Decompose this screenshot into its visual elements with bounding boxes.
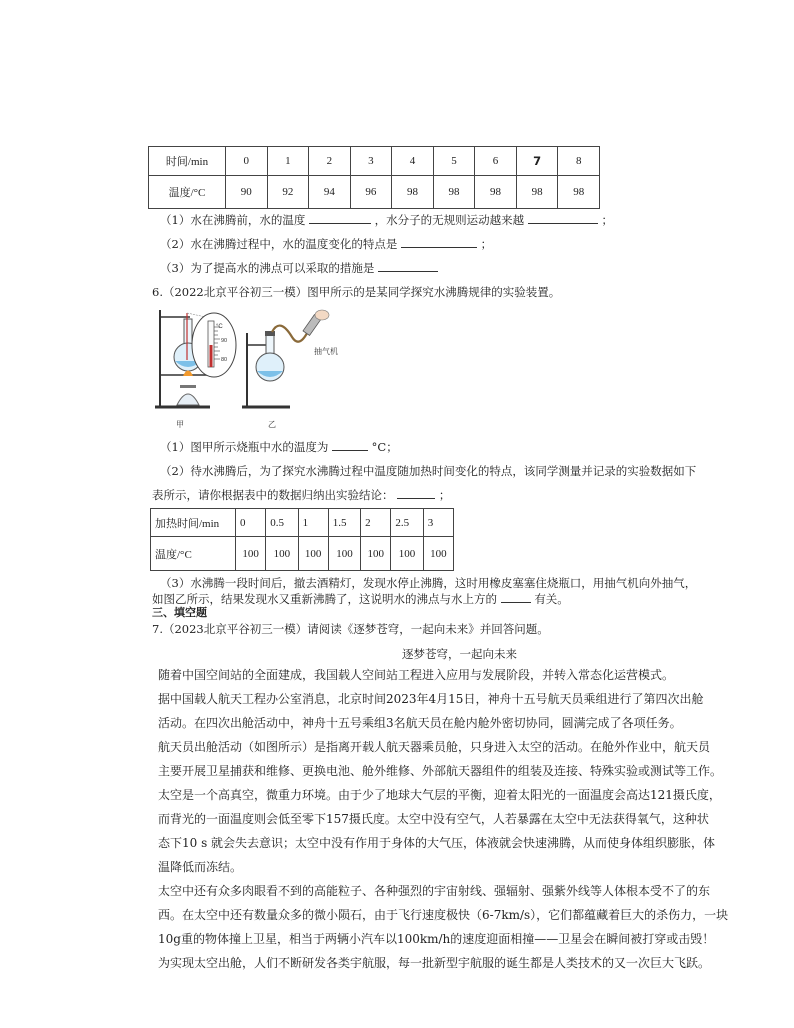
table-cell: 温度/°C <box>151 537 236 571</box>
q6-sub2-line2 <box>152 488 450 502</box>
thermo-unit-label: °C <box>216 324 223 330</box>
table-row <box>151 509 454 537</box>
table-cell: 2 <box>309 147 351 176</box>
q6-title: 6.（2022北京平谷初三一模）图甲所示的是某同学探究水沸腾规律的实验装置。 <box>152 285 561 299</box>
table-cell: 100 <box>298 537 328 571</box>
q5-sub1-text-a: （1）水在沸腾前，水的温度 <box>160 213 306 227</box>
q5-sub1-text-b: ，水分子的无规则运动越来越 <box>374 213 525 227</box>
article-line: 航天员出舱活动（如图所示）是指离开载人航天器乘员舱，只身进入太空的活动。在舱外作业中，航天员 <box>158 740 711 754</box>
article-line: 据中国载人航天工程办公室消息，北京时间2023年4月15日，神舟十五号航天员乘组进行了第四次出舱 <box>158 692 704 706</box>
table-cell: 3 <box>423 509 453 537</box>
q5-sub3-text: （3）为了提高水的沸点可以采取的措施是 <box>160 261 375 275</box>
article-line: 随着中国空间站的全面建成，我国载人空间站工程进入应用与发展阶段，并转入常态化运营模式。 <box>158 668 675 682</box>
table-cell: 加热时间/min <box>151 509 236 537</box>
article-line: 主要开展卫星捕获和维修、更换电池、舱外维修、外部航天器组件的组装及连接、特殊实验或测试等工作。 <box>158 764 723 778</box>
table-cell: 100 <box>328 537 360 571</box>
q5-sub2-end: ； <box>480 237 493 251</box>
table-cell: 94 <box>309 176 351 209</box>
table-cell: 96 <box>350 176 392 209</box>
table-cell: 100 <box>361 537 391 571</box>
q6-sub3-line1: （3）水沸腾一段时间后，撤去酒精灯，发现水停止沸腾，这时用橡皮塞塞住烧瓶口，用抽气机向外抽气， <box>160 576 697 590</box>
q6-sub2-line1: （2）待水沸腾后，为了探究水沸腾过程中温度随加热时间变化的特点，该同学测量并记录的实验数据如下 <box>160 464 697 478</box>
tube-and-pump-icon <box>272 310 338 356</box>
article-line: 温降低而冻结。 <box>158 860 243 874</box>
q5-sub2 <box>160 237 492 251</box>
q6-sub3-text-b: 有关。 <box>534 592 569 606</box>
table-cell: 100 <box>423 537 453 571</box>
table-cell: 1 <box>267 147 309 176</box>
answer-blank <box>332 440 368 451</box>
table-cell: 6 <box>475 147 517 176</box>
table-cell: 98 <box>475 176 517 209</box>
table-time-temperature <box>148 146 600 209</box>
table-cell: 100 <box>236 537 266 571</box>
article-line: 态下10 s 就会失去意识；太空中没有作用于身体的大气压，体液就会快速沸腾，从而使身体组织膨胀，体 <box>158 836 716 850</box>
q6-sub2-text: 表所示，请你根据表中的数据归纳出实验结论： <box>152 488 394 502</box>
section-heading: 三、填空题 <box>152 606 207 619</box>
q5-sub2-text: （2）水在沸腾过程中，水的温度变化的特点是 <box>160 237 398 251</box>
article-line: 10g重的物体撞上卫星，相当于两辆小汽车以100km/h的速度迎面相撞——卫星会在瞬间被打穿或击毁！ <box>158 932 715 946</box>
figure-label-jia: 甲 <box>176 420 184 429</box>
article-line: 太空中还有众多肉眼看不到的高能粒子、各种强烈的宇宙射线、强辐射、强紫外线等人体根本受不了的东 <box>158 884 711 898</box>
article-line: 为实现太空出舱，人们不断研发各类宇航服，每一批新型宇航服的诞生都是人类技术的又一次巨大飞跃。 <box>158 956 711 970</box>
q6-sub1-text-a: （1）图甲所示烧瓶中水的温度为 <box>160 440 329 454</box>
table-row <box>149 147 600 176</box>
article-line: 而背光的一面温度则会低至零下157摄氏度。太空中没有空气，人若暴露在太空中无法获得氧气，这种状 <box>158 812 709 826</box>
table-cell: 1 <box>298 509 328 537</box>
article-line: 活动。在四次出舱活动中，神舟十五号乘组3名航天员在舱内舱外密切协同，圆满完成了各项任务。 <box>158 716 682 730</box>
table-heating-time-temperature <box>150 508 454 571</box>
answer-blank <box>309 213 371 224</box>
answer-blank <box>378 261 438 272</box>
q6-sub3-line2 <box>152 592 569 606</box>
q6-figure-boiling-apparatus <box>150 305 350 430</box>
table-cell: 7 <box>516 147 558 176</box>
q6-sub1-text-b: °C； <box>371 440 398 454</box>
answer-blank <box>528 213 598 224</box>
table-row <box>151 537 454 571</box>
table-cell: 1.5 <box>328 509 360 537</box>
table-cell: 4 <box>392 147 434 176</box>
table-cell: 时间/min <box>149 147 226 176</box>
thermo-tick-80: 80 <box>221 357 228 363</box>
table-cell: 90 <box>226 176 268 209</box>
q7-title: 7.（2023北京平谷初三一模）请阅读《逐梦苍穹，一起向未来》并回答问题。 <box>152 622 549 636</box>
answer-blank <box>401 237 477 248</box>
table-row <box>149 176 600 209</box>
thermo-tick-90: 90 <box>221 338 228 344</box>
table-cell: 92 <box>267 176 309 209</box>
table-cell: 0 <box>226 147 268 176</box>
table-cell: 100 <box>266 537 298 571</box>
table-cell: 2 <box>361 509 391 537</box>
table-cell: 0.5 <box>266 509 298 537</box>
table-cell: 98 <box>516 176 558 209</box>
q6-sub3-text-a: 如图乙所示，结果发现水又重新沸腾了，这说明水的沸点与水上方的 <box>152 592 497 606</box>
figure-label-yi: 乙 <box>268 420 276 429</box>
table-cell: 8 <box>558 147 600 176</box>
article-title: 逐梦苍穹，一起向未来 <box>402 647 517 661</box>
q6-sub1 <box>160 440 398 454</box>
q6-sub2-end: ； <box>438 488 451 502</box>
flask-yi <box>256 331 284 381</box>
thermometer-zoom-icon <box>192 313 236 377</box>
table-cell: 0 <box>236 509 266 537</box>
q5-sub1 <box>160 213 613 227</box>
q5-sub1-end: ； <box>601 213 613 227</box>
table-cell: 3 <box>350 147 392 176</box>
answer-blank <box>397 488 435 499</box>
article-line: 西。在太空中还有数量众多的微小陨石，由于飞行速度极快（6-7km/s），它们都蕴藏着巨大的杀伤力，一块 <box>158 908 729 922</box>
q5-sub3 <box>160 261 438 275</box>
answer-blank <box>501 592 531 603</box>
table-cell: 2.5 <box>391 509 423 537</box>
table-cell: 98 <box>392 176 434 209</box>
article-line: 太空是一个高真空，微重力环境。由于少了地球大气层的平衡，迎着太阳光的一面温度会高达121摄氏度， <box>158 788 721 802</box>
pump-label: 抽气机 <box>314 347 338 356</box>
table-cell: 98 <box>558 176 600 209</box>
table-cell: 100 <box>391 537 423 571</box>
table-cell: 温度/°C <box>149 176 226 209</box>
table-cell: 5 <box>433 147 475 176</box>
table-cell: 98 <box>433 176 475 209</box>
